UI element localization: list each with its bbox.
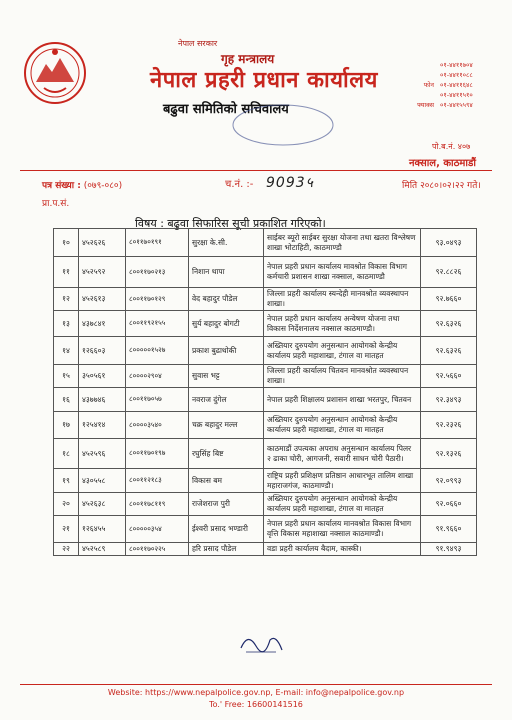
code-cell: ८००००३५४० bbox=[126, 412, 189, 439]
code-cell: ८००११७८११९ bbox=[126, 493, 189, 516]
code-cell: ८००११७०१९७ bbox=[126, 439, 189, 469]
serial-cell: २० bbox=[54, 493, 79, 516]
police-id-cell: ४५२५९६ bbox=[79, 439, 126, 469]
serial-cell: ११ bbox=[54, 257, 79, 288]
name-cell: निशान थापा bbox=[189, 257, 264, 288]
contact-block bbox=[408, 60, 508, 110]
name-cell: रघुसिंह बिष्ट bbox=[189, 439, 264, 469]
address: नक्साल, काठमाडौं bbox=[409, 158, 476, 169]
score-cell: ९३.०४९३ bbox=[421, 229, 477, 257]
secretariat-title: बढुवा समितिको सचिवालय bbox=[163, 102, 289, 117]
code-cell: ८००११७०५७ bbox=[126, 388, 189, 412]
police-id-cell: ४५२६३८ bbox=[79, 493, 126, 516]
police-id-cell: १२५४१४ bbox=[79, 412, 126, 439]
office-title: नेपाल प्रहरी प्रधान कार्यालय bbox=[150, 68, 378, 93]
score-cell: ९२.३४९३ bbox=[421, 388, 477, 412]
serial-cell: १७ bbox=[54, 412, 79, 439]
serial-cell: १५ bbox=[54, 365, 79, 388]
table-row bbox=[54, 337, 477, 365]
serial-cell: १६ bbox=[54, 388, 79, 412]
code-cell: ८०००००३५४ bbox=[126, 516, 189, 543]
office-cell: नेपाल प्रहरी प्रधान कार्यालय मानवश्रोत विकास विभाग वृत्ति विकास महाशाखा नक्साल काठमाण्डौ। bbox=[264, 516, 421, 543]
serial-cell: २२ bbox=[54, 543, 79, 556]
score-cell: ९२.६३२६ bbox=[421, 311, 477, 337]
nepal-emblem-logo bbox=[22, 40, 88, 106]
name-cell: राजेशराज पुरी bbox=[189, 493, 264, 516]
received-number-label: प्रा.प.सं. bbox=[42, 199, 70, 209]
name-cell: सुर्य बहादुर बोगटी bbox=[189, 311, 264, 337]
code-cell: ८००११७०१२९ bbox=[126, 288, 189, 311]
office-cell: अख्तियार दुरुपयोग अनुसन्धान आयोगको केन्द्रीय कार्यालय प्रहरी महाशाखा, टंगाल वा मातहत bbox=[264, 412, 421, 439]
score-cell: ९२.८८२६ bbox=[421, 257, 477, 288]
score-cell: ९१.९६६० bbox=[421, 516, 477, 543]
police-id-cell: ३५०५६१ bbox=[79, 365, 126, 388]
score-cell: ९२.५६६० bbox=[421, 365, 477, 388]
government-label: नेपाल सरकार bbox=[178, 39, 218, 48]
police-id-cell: ४५२५९२ bbox=[79, 257, 126, 288]
office-cell: नेपाल प्रहरी प्रधान कार्यालय मावश्रोत विकास विभाग कर्मचारी प्रशासन शाखा नक्साल, काठमाण्डौ bbox=[264, 257, 421, 288]
name-cell: वेद बहादुर पौडेल bbox=[189, 288, 264, 311]
table-row bbox=[54, 493, 477, 516]
score-cell: ९२.१३२६ bbox=[421, 439, 477, 469]
police-id-cell: ४३०५५८ bbox=[79, 469, 126, 493]
serial-cell: २१ bbox=[54, 516, 79, 543]
name-cell: ईश्वरी प्रसाद भण्डारी bbox=[189, 516, 264, 543]
footer-divider bbox=[20, 684, 492, 685]
serial-cell: १० bbox=[54, 229, 79, 257]
office-cell: काठमाडौं उपत्यका अपराध अनुसन्धान कार्यालय पिलर २ ढाका चोरी, आगजनी, सवारी साधन चोरी पैठारी। bbox=[264, 439, 421, 469]
code-cell: ८००११२१८३ bbox=[126, 469, 189, 493]
name-cell: चक्र बहादुर मल्ल bbox=[189, 412, 264, 439]
recommendation-table bbox=[53, 228, 477, 556]
contact-row: ०१-४४११५१० bbox=[440, 91, 473, 99]
office-cell: अख्तियार दुरुपयोग अनुसन्धान आयोगको केन्द्रीय कार्यालय प्रहरी महाशाखा, टंगाल वा मातहत bbox=[264, 337, 421, 365]
police-id-cell: ४५२६२६ bbox=[79, 229, 126, 257]
signature bbox=[238, 628, 284, 658]
name-cell: प्रकाश बुढाथोकी bbox=[189, 337, 264, 365]
office-cell: अख्तियार दुरुपयोग अनुसन्धान आयोगको केन्द्रीय कार्यालय प्रहरी महाशाखा, टंगाल वा मातहत bbox=[264, 493, 421, 516]
score-cell: ९२.२३२६ bbox=[421, 412, 477, 439]
table-row bbox=[54, 388, 477, 412]
serial-cell: १४ bbox=[54, 337, 79, 365]
police-id-cell: १२६४५५ bbox=[79, 516, 126, 543]
serial-cell: १८ bbox=[54, 439, 79, 469]
office-cell: वडा प्रहरी कार्यालय बैदाम, कास्की। bbox=[264, 543, 421, 556]
contact-row: ०१-४४११०८८ bbox=[440, 71, 473, 79]
table-row bbox=[54, 469, 477, 493]
dispatch-number-label: च.नं. :- bbox=[225, 179, 254, 190]
table-row bbox=[54, 543, 477, 556]
code-cell: ८००११७०२१३ bbox=[126, 257, 189, 288]
score-cell: ९२.०९९३ bbox=[421, 469, 477, 493]
dispatch-number-value: 9093५ bbox=[266, 175, 314, 191]
office-cell: राष्ट्रिय प्रहरी प्रशिक्षण प्रतिष्ठान आधारभूत तालिम शाखा महाराजगंज, काठमाण्डौ। bbox=[264, 469, 421, 493]
police-id-cell: ४३७८४१ bbox=[79, 311, 126, 337]
code-cell: ८०००००१५२७ bbox=[126, 337, 189, 365]
code-cell: ८००११७०२२५ bbox=[126, 543, 189, 556]
office-cell: जिल्ला प्रहरी कार्यालय स्यन्देही मानवश्रोत व्यवस्थापन शाखा। bbox=[264, 288, 421, 311]
date: मिति २०८०।०२।२२ गते। bbox=[402, 181, 481, 191]
name-cell: नवराज दुंगेल bbox=[189, 388, 264, 412]
contact-row: ०१-४४११७०४ bbox=[440, 61, 473, 69]
office-cell: नेपाल प्रहरी शिक्षालय प्रशासन शाखा भरतपुर, चितवन bbox=[264, 388, 421, 412]
office-cell: जिल्ला प्रहरी कार्यालय चितवन मानवश्रोत व्यवस्थापन शाखा। bbox=[264, 365, 421, 388]
table-row bbox=[54, 439, 477, 469]
code-cell: ८०११७०१९१ bbox=[126, 229, 189, 257]
office-cell: नेपाल प्रहरी प्रधान कार्यालय अन्वेषण योजना तथा विकास निर्देशनालय नक्साल काठमाण्डौ। bbox=[264, 311, 421, 337]
po-box: पो.ब.नं. ४०७ bbox=[432, 142, 471, 151]
table-row bbox=[54, 516, 477, 543]
letter-number: पत्र संख्या : (०७९-०८०) bbox=[42, 181, 123, 191]
name-cell: हरि प्रसाद पौडेल bbox=[189, 543, 264, 556]
serial-cell: १२ bbox=[54, 288, 79, 311]
footer-website: Website: https://www.nepalpolice.gov.np, E-mail: info@nepalpolice.gov.np bbox=[107, 688, 405, 697]
contact-row: फोन ०१-४४११६४८ bbox=[423, 81, 473, 89]
header-divider bbox=[20, 170, 492, 171]
score-cell: ९२.७६६० bbox=[421, 288, 477, 311]
name-cell: सुरक्षा के.सी. bbox=[189, 229, 264, 257]
table-row bbox=[54, 412, 477, 439]
table-row bbox=[54, 229, 477, 257]
name-cell: सुवास भट्ट bbox=[189, 365, 264, 388]
police-id-cell: ४३७७४६ bbox=[79, 388, 126, 412]
name-cell: विकास बम bbox=[189, 469, 264, 493]
code-cell: ८००००२९०४ bbox=[126, 365, 189, 388]
police-id-cell: ४५२६१३ bbox=[79, 288, 126, 311]
code-cell: ८००११९२१५५ bbox=[126, 311, 189, 337]
subject-line: विषय : बढुवा सिफारिस सूची प्रकाशित गरिएको। bbox=[135, 217, 326, 230]
police-id-cell: १२६६०३ bbox=[79, 337, 126, 365]
office-cell: साईबर ब्यूरो साईबर सुरक्षा योजना तथा खतरा विश्लेषण शाखा भोटाहिटी, काठमाण्डौ bbox=[264, 229, 421, 257]
serial-cell: १९ bbox=[54, 469, 79, 493]
table-row bbox=[54, 365, 477, 388]
score-cell: ९१.९४९३ bbox=[421, 543, 477, 556]
police-id-cell: ४५२५८९ bbox=[79, 543, 126, 556]
table-row bbox=[54, 311, 477, 337]
score-cell: ९२.६३२६ bbox=[421, 337, 477, 365]
footer-tollfree: To.' Free: 16600141516 bbox=[209, 700, 303, 709]
table-row bbox=[54, 288, 477, 311]
contact-row: फ्याक्स ०१-४४१५५९४ bbox=[417, 101, 473, 109]
table-row bbox=[54, 257, 477, 288]
ministry-label: गृह मन्त्रालय bbox=[221, 52, 275, 66]
secretariat-seal-stamp bbox=[228, 102, 338, 148]
serial-cell: १३ bbox=[54, 311, 79, 337]
score-cell: ९२.०६६० bbox=[421, 493, 477, 516]
